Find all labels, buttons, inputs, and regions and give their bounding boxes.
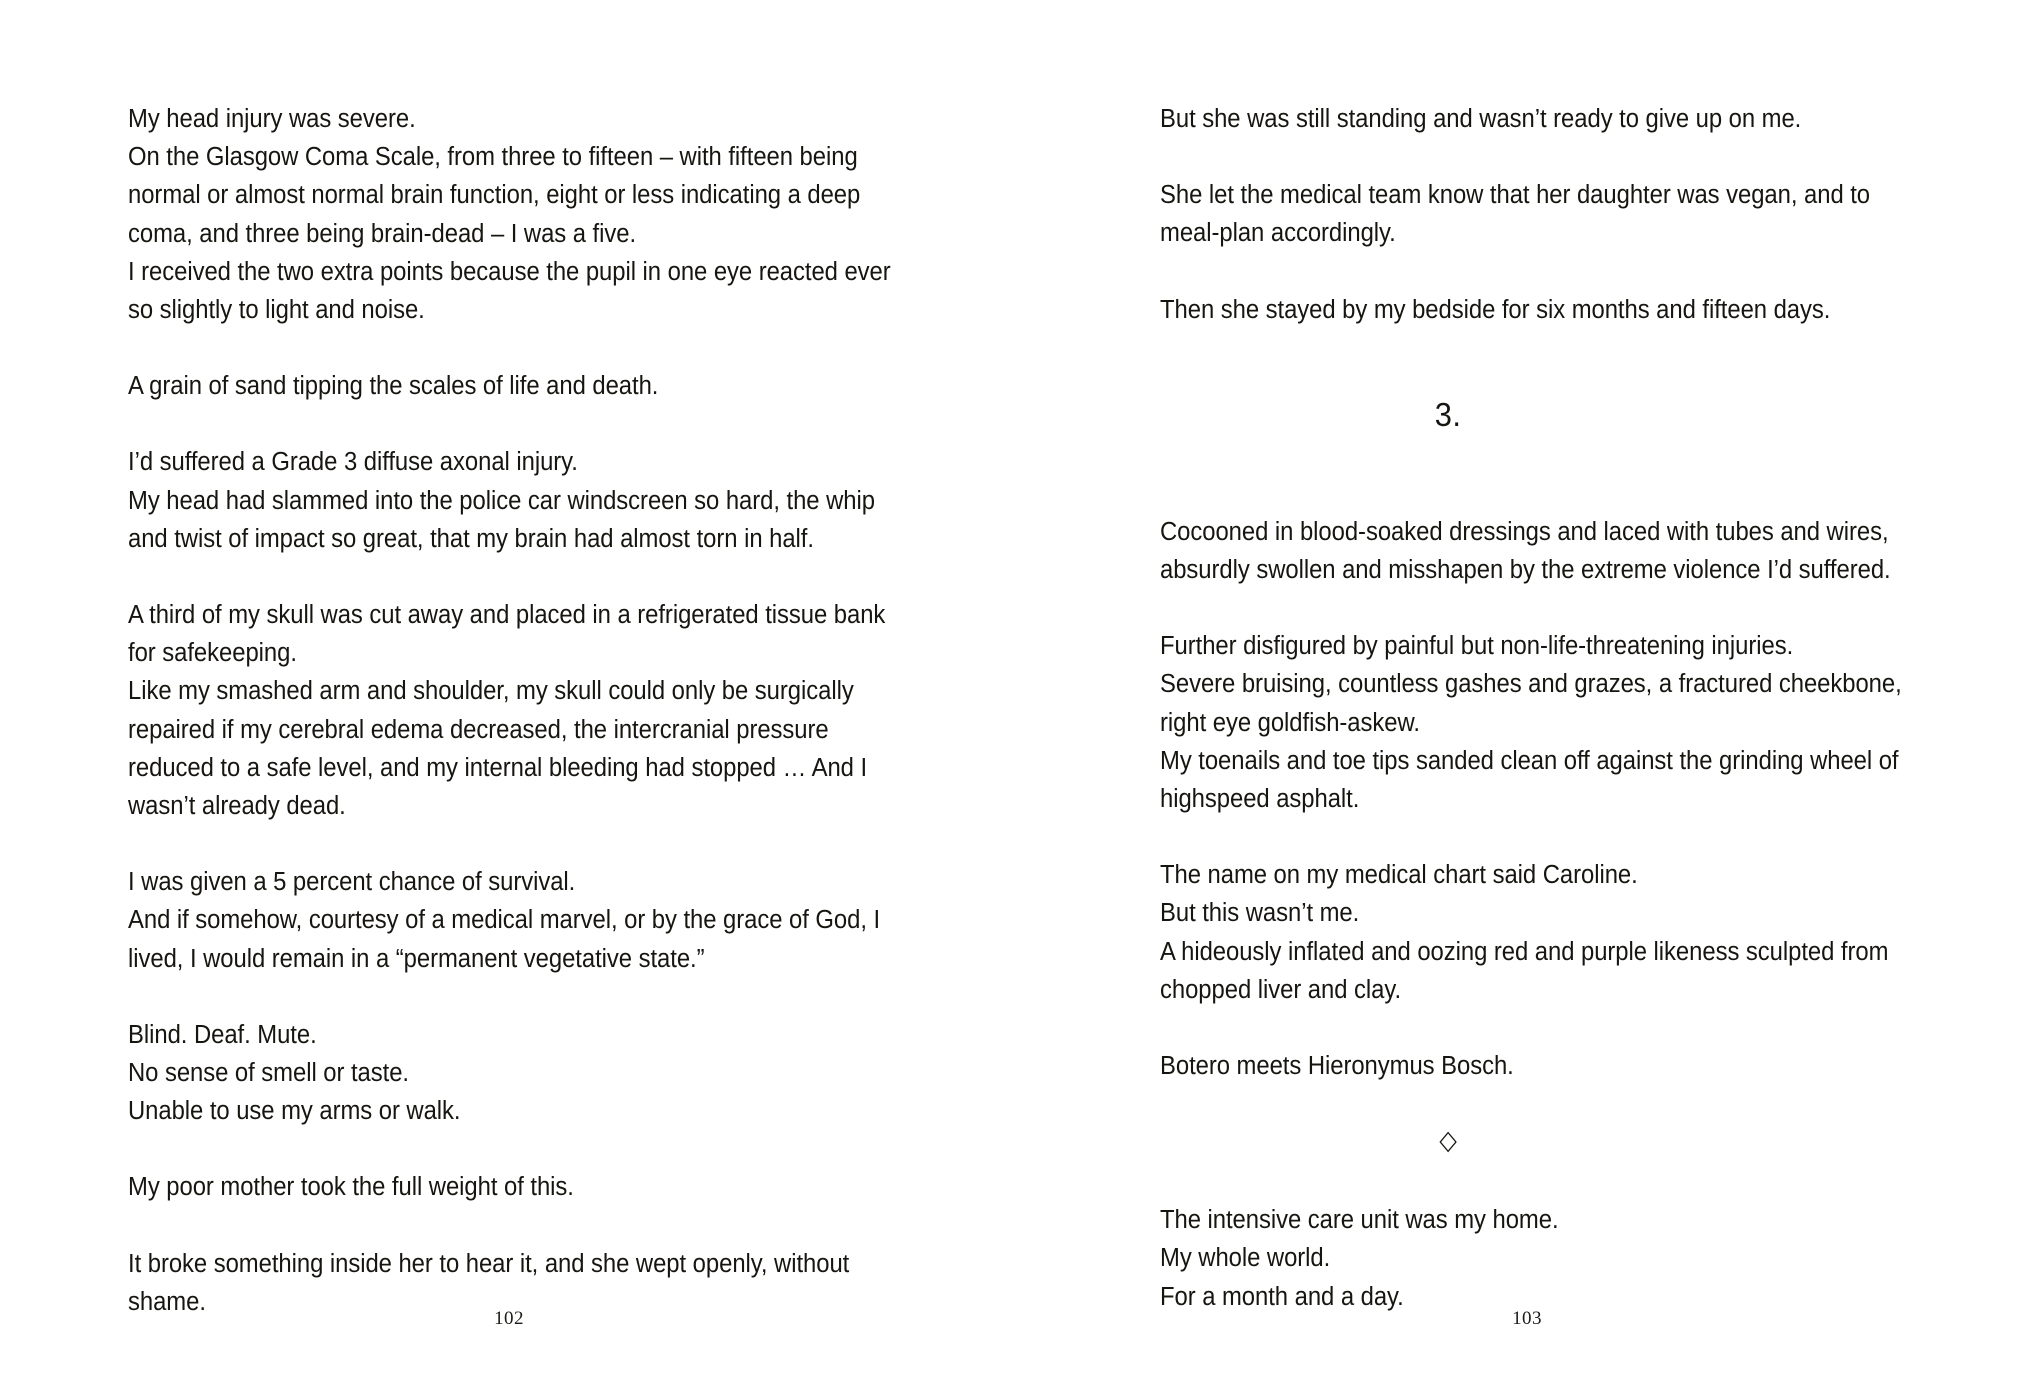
text-line: repaired if my cerebral edema decreased, the intercranial pressure <box>128 715 829 744</box>
text-line: chopped liver and clay. <box>1160 975 1402 1004</box>
paragraph-six-months-fifteen-days <box>1160 291 1831 329</box>
right-page-textblock <box>1160 100 1902 1316</box>
text-line: For a month and a day. <box>1160 1282 1404 1311</box>
text-line: lived, I would remain in a “permanent vegetative state.” <box>128 944 705 973</box>
text-line: No sense of smell or taste. <box>128 1059 409 1088</box>
text-line: My poor mother took the full weight of this. <box>128 1173 574 1202</box>
text-line: She let the medical team know that her daughter was vegan, and to <box>1160 181 1871 210</box>
text-line: Then she stayed by my bedside for six months and fifteen days. <box>1160 295 1831 324</box>
text-line: The intensive care unit was my home. <box>1160 1206 1559 1235</box>
page-number-right: 103 <box>1512 1308 1542 1329</box>
paragraph-head-injury <box>128 100 891 329</box>
text-line: absurdly swollen and misshapen by the extreme violence I’d suffered. <box>1160 556 1891 585</box>
paragraph-axonal-injury <box>128 443 875 558</box>
paragraph-further-disfigured <box>1160 627 1902 818</box>
paragraph-survival-chance <box>128 863 881 978</box>
text-line: I received the two extra points because the pupil in one eye reacted ever <box>128 257 891 286</box>
text-line: My toenails and toe tips sanded clean off against the grinding wheel of <box>1160 746 1899 775</box>
text-line: I’d suffered a Grade 3 diffuse axonal injury. <box>128 448 578 477</box>
section-number-heading: 3. <box>1434 395 1462 433</box>
text-line: My whole world. <box>1160 1244 1331 1273</box>
text-line: On the Glasgow Coma Scale, from three to fifteen – with fifteen being <box>128 143 858 172</box>
text-line: Botero meets Hieronymus Bosch. <box>1160 1052 1514 1081</box>
text-line: Severe bruising, countless gashes and grazes, a fractured cheekbone, <box>1160 670 1902 699</box>
text-line: Further disfigured by painful but non-life-threatening injuries. <box>1160 632 1794 661</box>
text-line: and twist of impact so great, that my brain had almost torn in half. <box>128 524 814 553</box>
text-line: The name on my medical chart said Caroline. <box>1160 861 1638 890</box>
diamond-ornament-icon: ◇ <box>1439 1125 1457 1157</box>
text-line: right eye goldfish-askew. <box>1160 708 1420 737</box>
text-line: A grain of sand tipping the scales of life and death. <box>128 372 659 401</box>
text-line: normal or almost normal brain function, eight or less indicating a deep <box>128 181 861 210</box>
paragraph-intensive-care-unit <box>1160 1201 1736 1316</box>
text-line: for safekeeping. <box>128 639 297 668</box>
text-line: shame. <box>128 1287 206 1316</box>
text-line: highspeed asphalt. <box>1160 785 1360 814</box>
right-page <box>1018 0 2036 1400</box>
paragraph-poor-mother <box>128 1168 708 1206</box>
paragraph-grain-of-sand <box>128 367 708 405</box>
text-line: reduced to a safe level, and my internal bleeding had stopped … And I <box>128 753 868 782</box>
text-line: Blind. Deaf. Mute. <box>128 1020 317 1049</box>
text-line: But this wasn’t me. <box>1160 899 1360 928</box>
text-line: My head had slammed into the police car windscreen so hard, the whip <box>128 486 875 515</box>
text-line: But she was still standing and wasn’t ready to give up on me. <box>1160 105 1802 133</box>
page-number-left: 102 <box>494 1308 524 1329</box>
text-line: Cocooned in blood-soaked dressings and laced with tubes and wires, <box>1160 517 1889 546</box>
text-line: coma, and three being brain-dead – I was a five. <box>128 219 637 248</box>
paragraph-cocooned-dressings <box>1160 513 1891 589</box>
text-line: It broke something inside her to hear it, and she wept openly, without <box>128 1249 850 1278</box>
left-page-textblock <box>128 100 891 1321</box>
paragraph-vegan-meal-plan <box>1160 176 1871 252</box>
text-line: My head injury was severe. <box>128 105 416 133</box>
text-line: I was given a 5 percent chance of survival. <box>128 868 576 897</box>
paragraph-botero-bosch <box>1160 1047 1736 1085</box>
text-line: Like my smashed arm and shoulder, my skull could only be surgically <box>128 677 854 706</box>
text-line: A third of my skull was cut away and placed in a refrigerated tissue bank <box>128 601 886 630</box>
text-line: wasn’t already dead. <box>128 792 346 821</box>
paragraph-blind-deaf-mute <box>128 1016 708 1131</box>
text-line: And if somehow, courtesy of a medical marvel, or by the grace of God, I <box>128 906 881 935</box>
paragraph-medical-chart-caroline <box>1160 856 1889 1009</box>
text-line: A hideously inflated and oozing red and purple likeness sculpted from <box>1160 937 1889 966</box>
text-line: meal-plan accordingly. <box>1160 219 1396 248</box>
paragraph-still-standing <box>1160 100 1802 138</box>
text-line: so slightly to light and noise. <box>128 296 425 325</box>
text-line: Unable to use my arms or walk. <box>128 1097 461 1126</box>
paragraph-skull-tissue-bank <box>128 596 886 825</box>
